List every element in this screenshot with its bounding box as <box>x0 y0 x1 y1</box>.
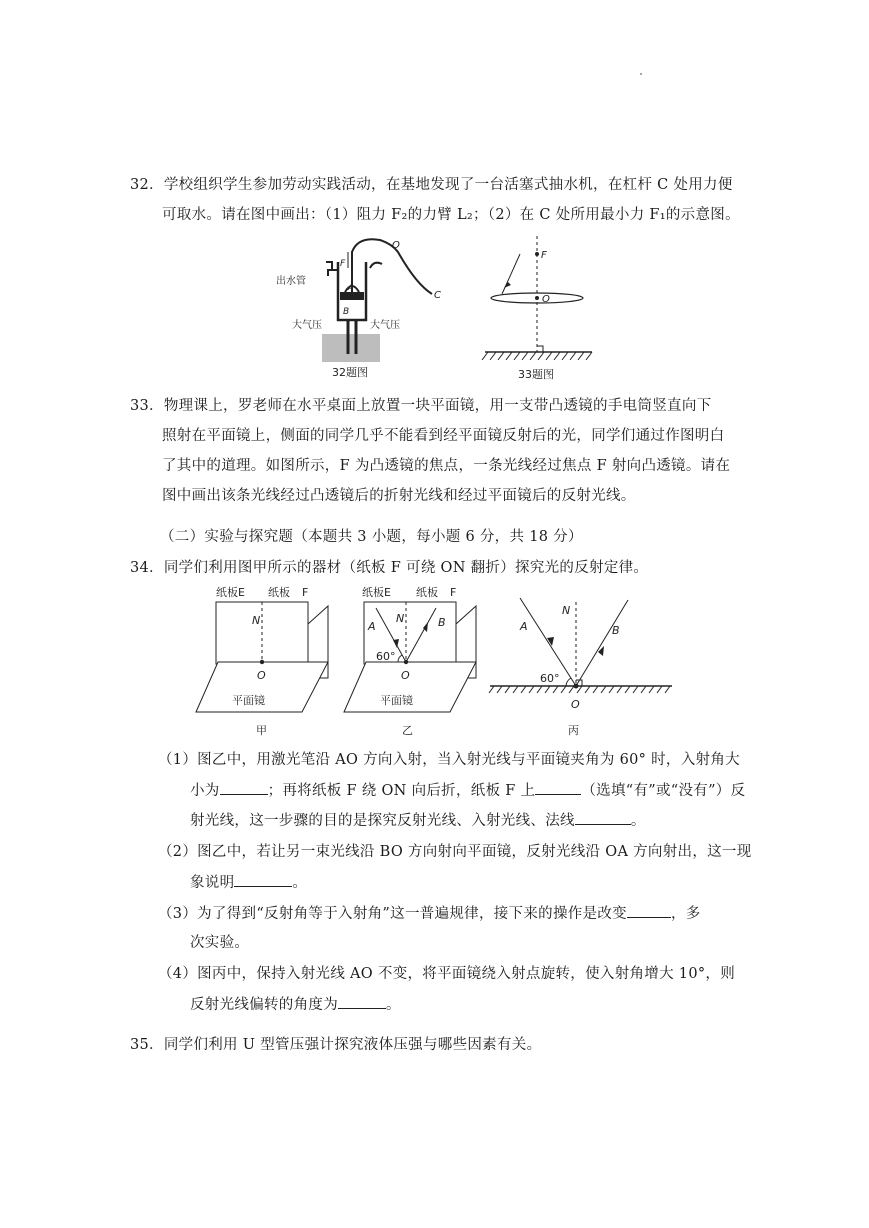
fig32-label-B: B <box>343 307 350 317</box>
jia-caption: 甲 <box>256 724 267 737</box>
bing-ray-B <box>576 600 628 686</box>
yi-label-O: O <box>401 669 410 682</box>
bing-caption: 丙 <box>568 724 579 737</box>
outlet-pipe <box>326 262 338 276</box>
blank-phenomenon[interactable] <box>234 872 292 887</box>
bing-label-angle: 60° <box>540 672 560 685</box>
fig-yi <box>344 585 476 737</box>
q34-p4-line-1: （4）图丙中，保持入射光线 AO 不变，将平面镜绕入射点旋转，使入射角增大 10°，则 <box>158 966 736 982</box>
bing-label-B: B <box>612 624 620 637</box>
jia-label-F: F <box>302 586 309 599</box>
q33-line-4: 图中画出该条光线经过凸透镜后的折射光线和经过平面镜后的反射光线。 <box>162 488 636 504</box>
blank-plane-relation[interactable] <box>575 810 631 825</box>
piston <box>340 292 364 300</box>
right-angle-mark <box>537 346 543 352</box>
jia-label-O: O <box>257 669 266 682</box>
q34-p4-line-2: 反射光线偏转的角度为 。 <box>190 994 401 1015</box>
fig32-label-outlet: 出水管 <box>276 276 306 287</box>
fig32-caption: 32题图 <box>332 366 368 379</box>
blank-deflection-angle[interactable] <box>338 994 386 1009</box>
figure-32-pump <box>270 232 470 382</box>
fig32-label-F: F <box>340 259 346 269</box>
bing-point-O <box>574 684 579 689</box>
jia-board-f: 纸板 <box>268 586 290 599</box>
bing-label-A: A <box>520 620 528 633</box>
blank-change-variable[interactable] <box>627 903 671 918</box>
q32-line-2: 可取水。请在图中画出：（1）阻力 F₂的力臂 L₂；（2）在 C 处所用最小力 F₁的示意图。 <box>162 207 740 223</box>
jia-mirror-label: 平面镜 <box>232 694 265 707</box>
fig33-label-O: O <box>542 294 550 305</box>
section-2-header: （二）实验与探究题（本题共 3 小题，每小题 6 分，共 18 分） <box>160 529 583 545</box>
fig33-label-F: F <box>541 250 547 261</box>
yi-mirror-label: 平面镜 <box>380 694 413 707</box>
yi-label-angle: 60° <box>376 650 396 663</box>
fig-bing <box>489 598 672 737</box>
optical-center <box>535 296 539 300</box>
q33-line-2: 照射在平面镜上，侧面的同学几乎不能看到经平面镜反射后的光，同学们通过作图明白 <box>162 428 725 444</box>
focus-point <box>535 252 539 256</box>
figure-33-lens <box>480 236 610 384</box>
fig32-label-O: O <box>392 240 400 251</box>
blank-incidence-angle[interactable] <box>220 780 268 795</box>
incident-ray <box>502 254 520 294</box>
q33-line-1: 33．物理课上，罗老师在水平桌面上放置一块平面镜，用一支带凸透镜的手电筒竖直向下 <box>130 398 712 414</box>
page-dot <box>640 73 642 75</box>
q35-line-1: 35．同学们利用 U 型管压强计探究液体压强与哪些因素有关。 <box>130 1037 542 1053</box>
bing-hatching <box>489 686 670 693</box>
yi-point-O <box>404 660 408 664</box>
bing-label-O: O <box>571 698 580 711</box>
blank-has-reflection[interactable] <box>535 780 581 795</box>
fig32-label-A: A <box>348 283 354 292</box>
q34-intro: 34．同学们利用图甲所示的器材（纸板 F 可绕 ON 翻折）探究光的反射定律。 <box>130 560 649 576</box>
q34-p3-line-1: （3）为了得到“反射角等于入射角”这一普遍规律，接下来的操作是改变 ，多 <box>158 903 701 924</box>
jia-label-N: N <box>252 614 261 627</box>
q32-line-1: 32．学校组织学生参加劳动实践活动，在基地发现了一台活塞式抽水机，在杠杆 C 处用力便 <box>130 177 733 193</box>
bing-angle-arc <box>566 678 571 686</box>
q33-line-3: 了其中的道理。如图所示，F 为凸透镜的焦点，一条光线经过焦点 F 射向凸透镜。请在 <box>162 458 731 474</box>
yi-caption: 乙 <box>402 724 413 737</box>
q34-p1-line-2: 小为 ；再将纸板 F 绕 ON 向后折，纸板 F 上 （选填“有”或“没有”）反 <box>190 780 745 801</box>
q34-p2-line-1: （2）图乙中，若让另一束光线沿 BO 方向射向平面镜，反射光线沿 OA 方向射出，这一现 <box>158 844 752 860</box>
q34-p2-line-2: 象说明 。 <box>190 872 307 893</box>
yi-label-A: A <box>368 620 376 633</box>
bing-label-N: N <box>562 604 571 617</box>
fig32-label-atm-right: 大气压 <box>370 320 400 331</box>
ground-block <box>322 334 380 362</box>
yi-board-f: 纸板 <box>416 586 438 599</box>
fig32-label-atm-left: 大气压 <box>292 320 322 331</box>
figure-34 <box>190 582 680 742</box>
fig33-caption: 33题图 <box>518 368 554 381</box>
yi-board-e: 纸板E <box>362 586 391 599</box>
ray-arrowhead <box>504 282 511 288</box>
fig32-label-C: C <box>434 290 441 301</box>
q34-p1-line-1: （1）图乙中，用激光笔沿 AO 方向入射，当入射光线与平面镜夹角为 60° 时，入射角大 <box>158 752 740 768</box>
jia-point-O <box>260 660 264 664</box>
yi-label-N: N <box>396 612 405 625</box>
q34-p1-line-3: 射光线，这一步骤的目的是探究反射光线、入射光线、法线 。 <box>190 810 646 831</box>
yi-label-B: B <box>438 616 446 629</box>
fig-jia <box>196 585 328 737</box>
jia-board-e: 纸板E <box>216 586 245 599</box>
pivot-support <box>370 263 382 268</box>
q34-p3-line-2: 次实验。 <box>190 935 250 951</box>
mirror-hatching <box>482 352 592 360</box>
yi-label-F: F <box>450 586 457 599</box>
